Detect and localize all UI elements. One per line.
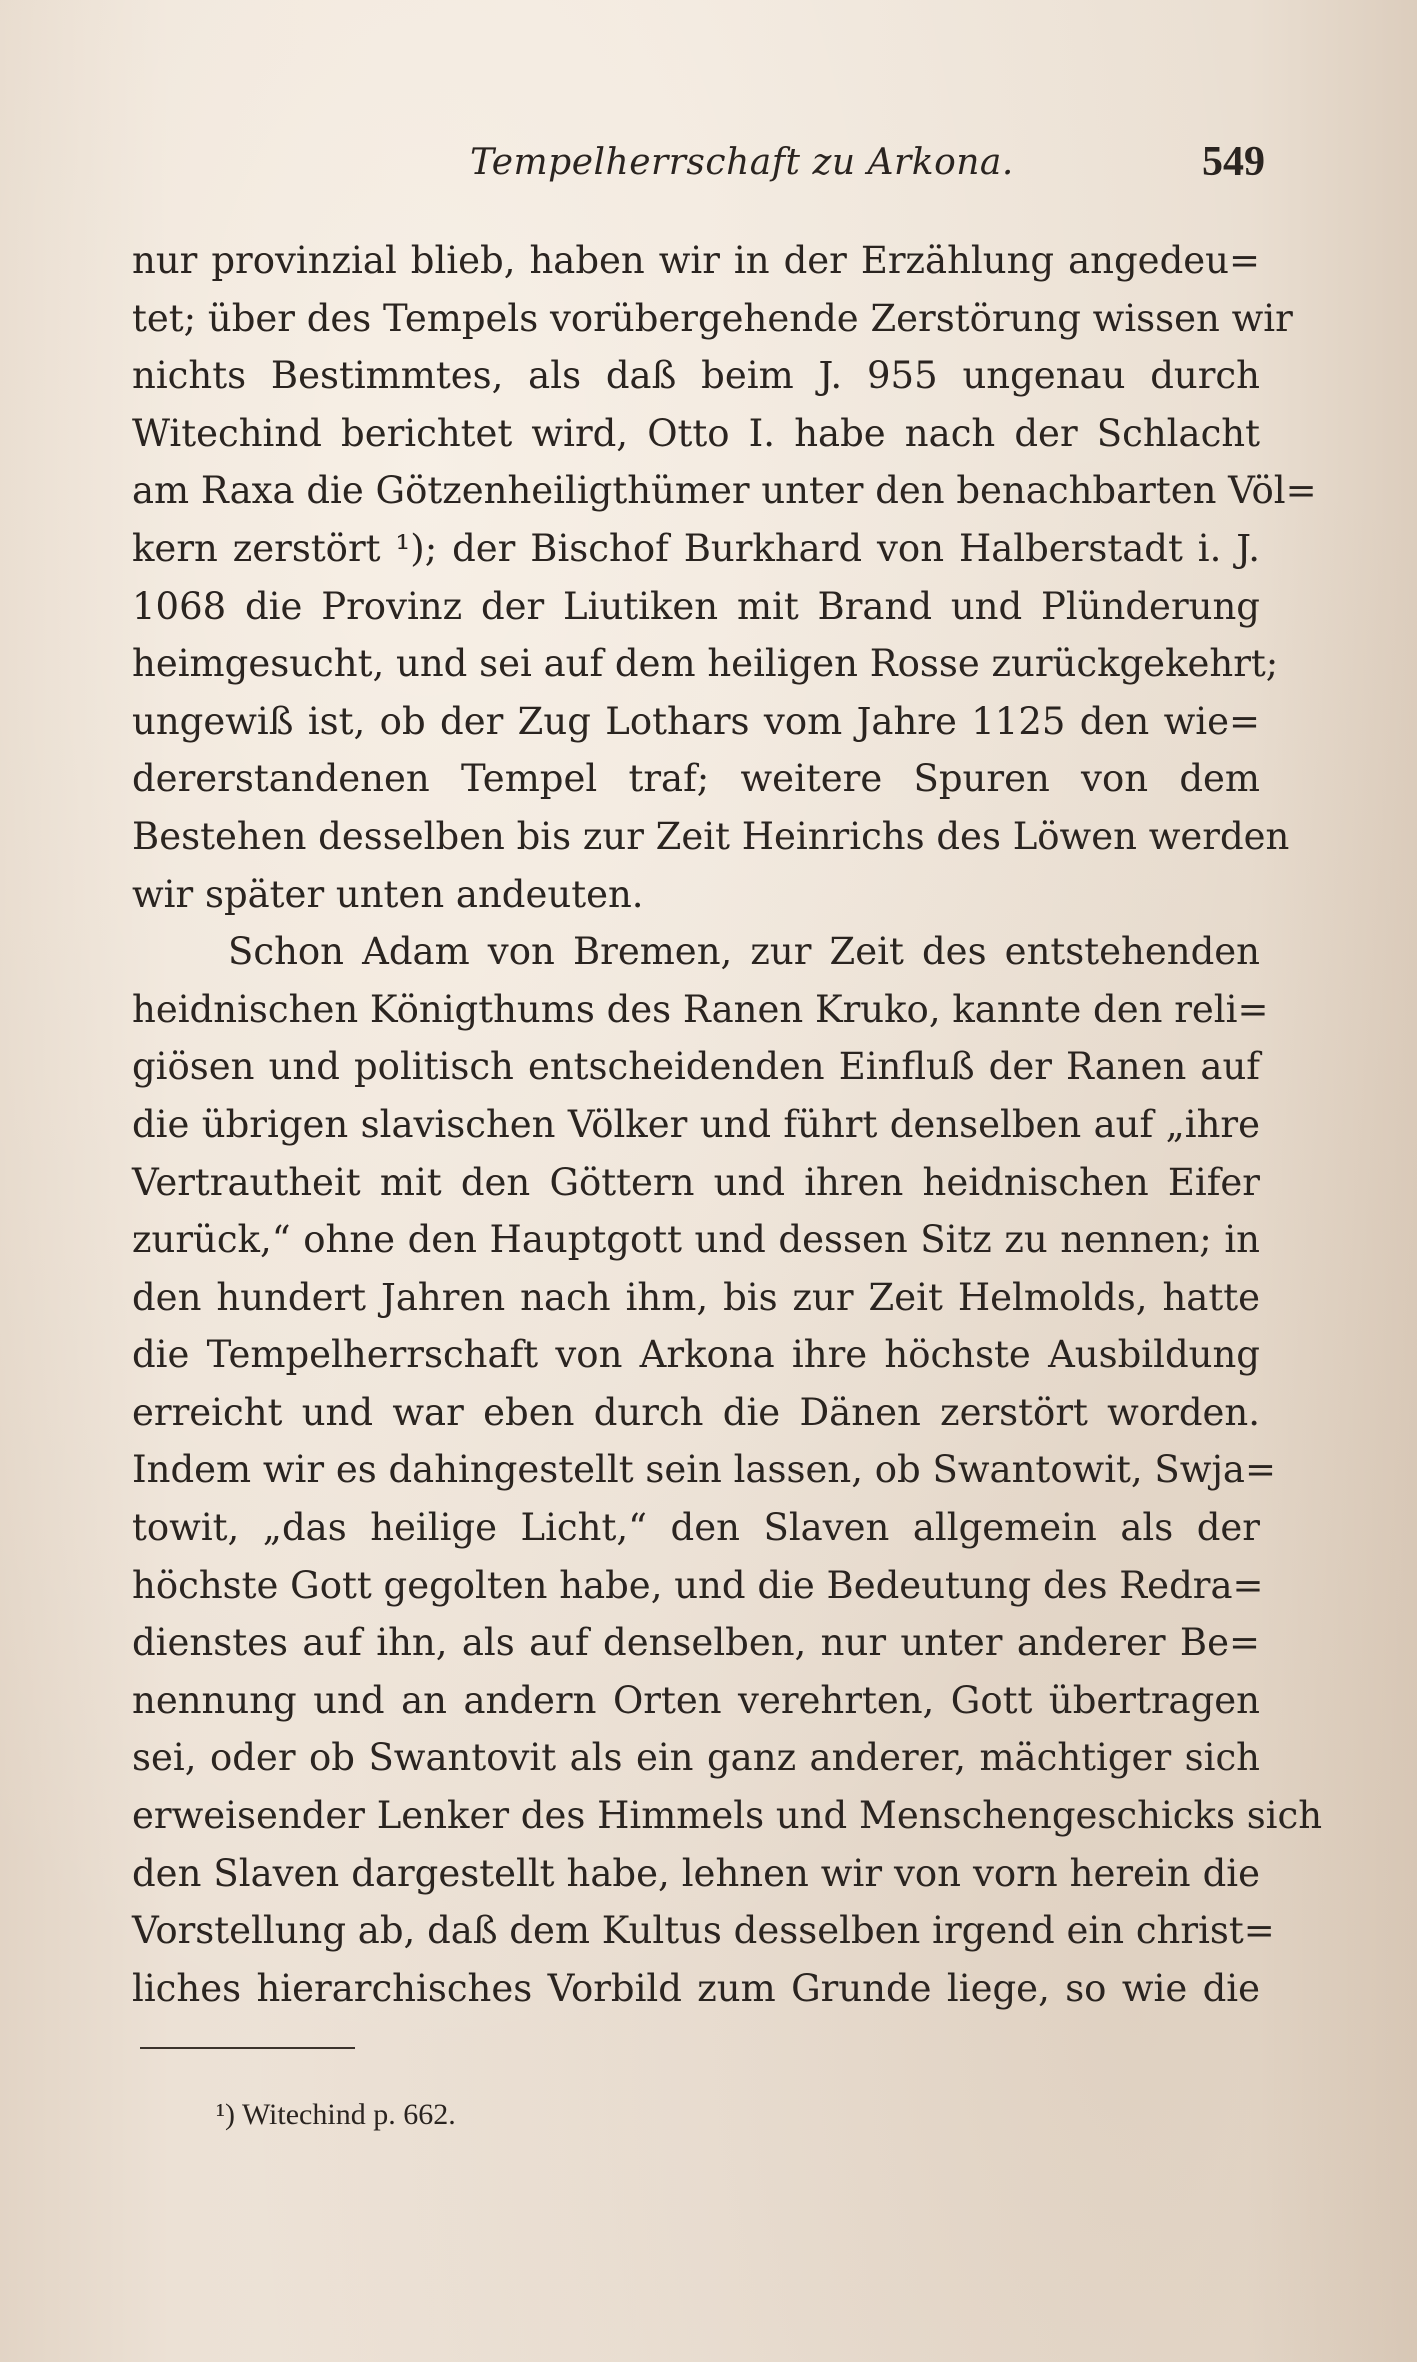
text-line: Bestehen desselben bis zur Zeit Heinrichs des Löwen werden — [132, 814, 1290, 858]
text-line: ungewiß ist, ob der Zug Lothars vom Jahre 1125 den wie= — [132, 699, 1260, 743]
body-text — [132, 232, 1323, 2017]
text-line: die Tempelherrschaft von Arkona ihre höchste Ausbildung — [132, 1333, 1260, 1377]
text-line: dienstes auf ihn, als auf denselben, nur unter anderer Be= — [132, 1621, 1260, 1665]
text-line: nennung und an andern Orten verehrten, Gott übertragen — [132, 1678, 1260, 1722]
text-line: am Raxa die Götzenheiligthümer unter den benachbarten Völ= — [132, 469, 1317, 513]
text-line: wir später unten andeuten. — [132, 872, 644, 916]
page-number: 549 — [1202, 139, 1265, 185]
text-line: die übrigen slavischen Völker und führt denselben auf „ihre — [132, 1102, 1260, 1146]
text-line: kern zerstört ¹); der Bischof Burkhard von Halberstadt i. J. — [132, 526, 1260, 570]
text-line: 1068 die Provinz der Liutiken mit Brand und Plünderung — [132, 584, 1260, 628]
text-line: den Slaven dargestellt habe, lehnen wir von vorn herein die — [132, 1851, 1260, 1895]
text-line: Indem wir es dahingestellt sein lassen, ob Swantowit, Swja= — [132, 1448, 1276, 1492]
text-line: towit, „das heilige Licht,“ den Slaven allgemein als der — [132, 1506, 1260, 1550]
text-line: nur provinzial blieb, haben wir in der Erzählung angedeu= — [132, 239, 1260, 282]
text-line: nichts Bestimmtes, als daß beim J. 955 ungenau durch — [132, 354, 1260, 398]
text-line: liches hierarchisches Vorbild zum Grunde liege, so wie die — [132, 1966, 1260, 2010]
text-line: erweisender Lenker des Himmels und Menschengeschicks sich — [132, 1794, 1323, 1838]
text-line: Witechind berichtet wird, Otto I. habe nach der Schlacht — [132, 411, 1260, 455]
text-line: Schon Adam von Bremen, zur Zeit des entstehenden — [228, 930, 1260, 974]
running-title: Tempelherrschaft zu Arkona. — [470, 142, 1014, 183]
text-line: sei, oder ob Swantovit als ein ganz anderer, mächtiger sich — [132, 1736, 1260, 1780]
text-line: Vorstellung ab, daß dem Kultus desselben irgend ein christ= — [132, 1909, 1275, 1953]
text-line: Vertrautheit mit den Göttern und ihren heidnischen Eifer — [132, 1160, 1260, 1204]
text-line: den hundert Jahren nach ihm, bis zur Zeit Helmolds, hatte — [132, 1275, 1260, 1319]
running-head — [130, 132, 1265, 188]
text-line: dererstandenen Tempel traf; weitere Spuren von dem — [132, 757, 1260, 801]
footnote-divider — [140, 2047, 355, 2049]
text-line: heimgesucht, und sei auf dem heiligen Rosse zurückgekehrt; — [132, 642, 1279, 686]
text-line: giösen und politisch entscheidenden Einfluß der Ranen auf — [132, 1045, 1260, 1089]
text-line: erreicht und war eben durch die Dänen zerstört worden. — [132, 1390, 1260, 1434]
text-line: heidnischen Königthums des Ranen Kruko, kannte den reli= — [132, 987, 1269, 1031]
text-line: tet; über des Tempels vorübergehende Zerstörung wissen wir — [132, 296, 1293, 340]
text-line: höchste Gott gegolten habe, und die Bedeutung des Redra= — [132, 1563, 1264, 1607]
text-line: zurück,“ ohne den Hauptgott und dessen Sitz zu nennen; in — [132, 1218, 1260, 1262]
footnote: ¹) Witechind p. 662. — [216, 2098, 456, 2131]
